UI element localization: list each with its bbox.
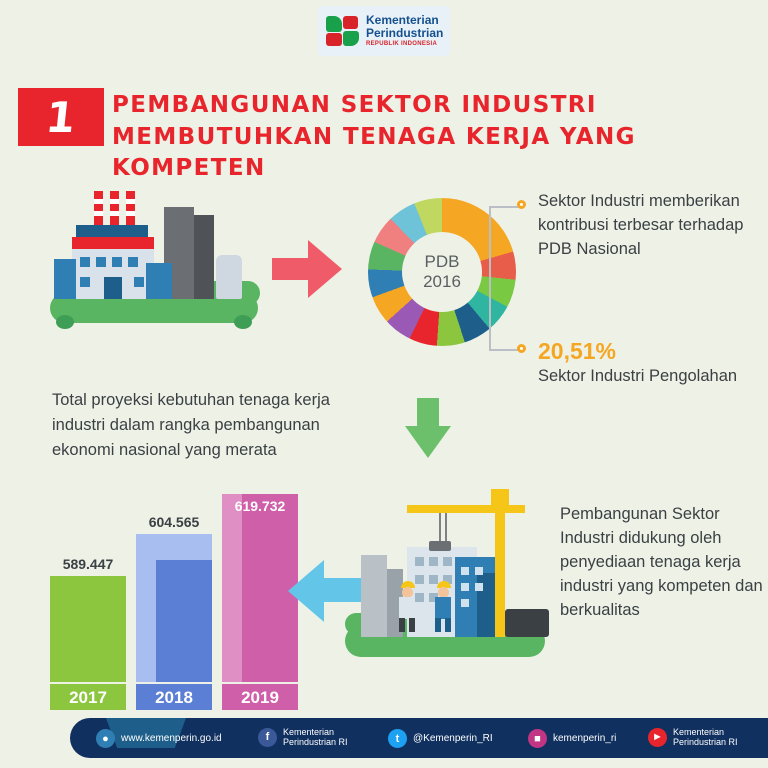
- page-title: PEMBANGUNAN SEKTOR INDUSTRI MEMBUTUHKAN TENAGA KERJA YANG KOMPETEN: [112, 92, 636, 182]
- bar-year-box-2019: [222, 684, 298, 710]
- footer-facebook-line1: Kementerian: [283, 727, 335, 737]
- logo-line-2: Perindustrian: [366, 25, 444, 40]
- footer-facebook-line2: Perindustrian RI: [283, 737, 348, 748]
- footer-instagram-label: kemenperin_ri: [553, 732, 617, 744]
- bar-value-2017: 589.447: [62, 556, 114, 572]
- bar-column-2017: [50, 552, 126, 682]
- footer-youtube[interactable]: [648, 727, 738, 748]
- percentage-caption: Sektor Industri Pengolahan: [538, 367, 738, 385]
- callout-line-top-vertical: [489, 206, 491, 278]
- footer-facebook[interactable]: [258, 727, 348, 748]
- bar-year-label-2019: 2019: [241, 688, 279, 707]
- globe-icon: ●: [96, 729, 115, 748]
- twitter-icon: t: [388, 729, 407, 748]
- footer-twitter[interactable]: [388, 729, 493, 748]
- bar-value-2018: 604.565: [148, 514, 200, 530]
- footer-instagram[interactable]: [528, 729, 616, 748]
- footer-twitter-label: @Kemenperin_RI: [413, 732, 493, 744]
- footer-youtube-labels: [673, 727, 738, 748]
- callout-text-bottom: Pembangunan Sektor Industri didukung oleh penyediaan tenaga kerja industri yang kompeten dan berkualitas: [560, 505, 763, 619]
- facebook-icon: f: [258, 728, 277, 747]
- logo-text: [366, 14, 443, 47]
- youtube-icon: ►: [648, 728, 667, 747]
- logo-line-3: REPUBLIK INDONESIA: [366, 41, 438, 48]
- donut-label-year: 2016: [423, 272, 461, 291]
- callout-dot-bottom: [517, 344, 526, 353]
- pdb-donut-chart: [368, 198, 516, 346]
- bar-value-2019: 619.732: [234, 498, 286, 514]
- bar-year-box-2018: [136, 684, 212, 710]
- footer-youtube-line2: Perindustrian RI: [673, 737, 738, 748]
- callout-text-top: Sektor Industri memberikan kontribusi terbesar terhadap PDB Nasional: [538, 192, 744, 258]
- donut-label-pdb: PDB: [424, 252, 460, 271]
- footer-facebook-labels: [283, 727, 348, 748]
- footer-bar: [70, 718, 768, 758]
- donut-center-label: [402, 232, 482, 312]
- bar-column-2018: [136, 510, 212, 682]
- footer: [0, 712, 768, 768]
- bar-year-label-2018: 2018: [155, 688, 193, 707]
- kemenperin-logo: [318, 6, 450, 56]
- arrow-right-red-icon: [272, 240, 342, 298]
- construction-illustration: [345, 485, 560, 675]
- section-number: 1: [43, 92, 79, 142]
- logo-line-1: Kementerian: [366, 13, 439, 28]
- footer-youtube-line1: Kementerian: [673, 727, 725, 737]
- footer-website-label: www.kemenperin.go.id: [121, 732, 222, 744]
- footer-website[interactable]: [96, 729, 222, 748]
- instagram-icon: ■: [528, 729, 547, 748]
- percentage-value: 20,51%: [538, 338, 617, 364]
- bar-column-2019: [222, 470, 298, 682]
- workforce-bar-chart: [40, 490, 330, 710]
- callout-line-bottom-vertical: [489, 278, 491, 350]
- factory-illustration: [46, 185, 266, 335]
- callout-line-top-horizontal: [489, 206, 521, 208]
- bar-year-label-2017: 2017: [69, 688, 107, 707]
- section-number-badge: [18, 88, 104, 146]
- arrow-down-green-icon: [405, 398, 451, 460]
- left-paragraph: Total proyeksi kebutuhan tenaga kerja industri dalam rangka pembangunan ekonomi nasional yang merata: [52, 391, 330, 459]
- kemenperin-logo-icon: [326, 14, 360, 48]
- bar-year-box-2017: [50, 684, 126, 710]
- callout-dot-top: [517, 200, 526, 209]
